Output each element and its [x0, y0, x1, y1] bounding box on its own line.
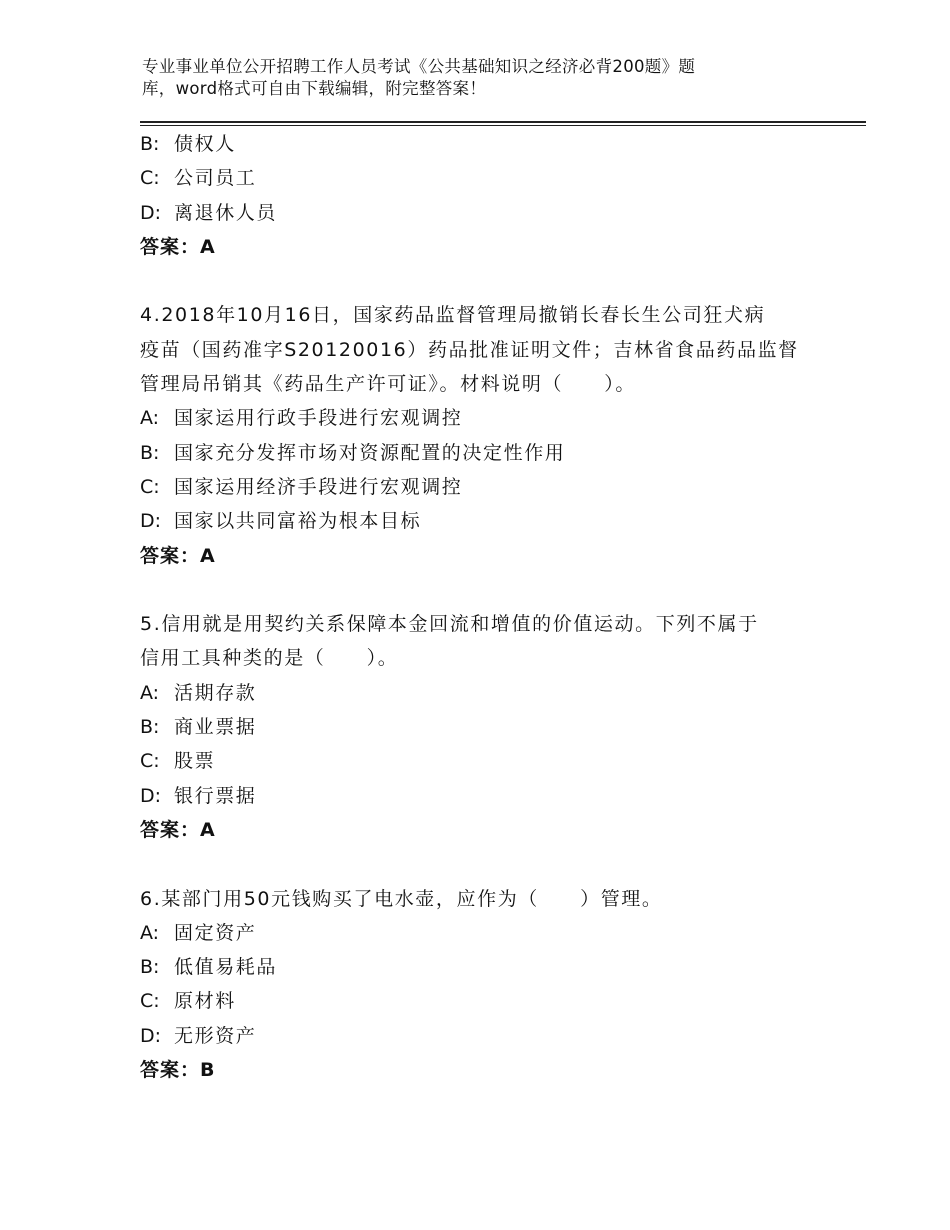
option-letter: D:	[140, 510, 162, 533]
option-b	[140, 127, 866, 161]
option-letter: A:	[140, 407, 160, 430]
spacer	[140, 573, 866, 607]
header-rule-thin	[140, 125, 866, 126]
option-text: 活期存款	[174, 681, 257, 704]
option-c	[140, 984, 866, 1018]
option-c	[140, 744, 866, 778]
option-a	[140, 916, 866, 950]
option-text: 商业票据	[174, 716, 257, 739]
option-text: 国家运用行政手段进行宏观调控	[174, 407, 463, 430]
spacer	[140, 264, 866, 298]
option-letter: B:	[140, 441, 160, 464]
answer-label: 答案：A	[140, 235, 216, 258]
option-a	[140, 676, 866, 710]
option-text: 国家以共同富裕为根本目标	[174, 510, 422, 533]
option-d	[140, 196, 866, 230]
question-content	[140, 127, 866, 1087]
option-letter: B:	[140, 956, 160, 979]
option-letter: C:	[140, 750, 160, 773]
question-text-line: 5.信用就是用契约关系保障本金回流和增值的价值运动。下列不属于	[140, 613, 759, 636]
option-c	[140, 161, 866, 195]
option-b	[140, 950, 866, 984]
option-letter: D:	[140, 1024, 162, 1047]
option-b	[140, 710, 866, 744]
question-5-block	[140, 607, 866, 847]
option-letter: A:	[140, 921, 160, 944]
option-text: 国家充分发挥市场对资源配置的决定性作用	[174, 441, 566, 464]
option-text: 公司员工	[174, 167, 257, 190]
answer-label: 答案：A	[140, 544, 216, 567]
header-title-line-1: 专业事业单位公开招聘工作人员考试《公共基础知识之经济必背200题》题	[142, 57, 696, 76]
option-d	[140, 504, 866, 538]
option-text: 股票	[174, 750, 216, 773]
question-text-line: 疫苗（国药准字S20120016）药品批准证明文件；吉林省食品药品监督	[140, 338, 799, 361]
answer-label: 答案：B	[140, 1059, 216, 1082]
option-d	[140, 1019, 866, 1053]
option-letter: C:	[140, 990, 160, 1013]
option-a	[140, 401, 866, 435]
option-text: 固定资产	[174, 921, 257, 944]
question-6-block	[140, 882, 866, 1088]
question-3-block	[140, 127, 866, 264]
option-text: 原材料	[174, 990, 236, 1013]
page-header	[142, 56, 802, 100]
option-letter: C:	[140, 475, 160, 498]
option-text: 离退休人员	[174, 201, 278, 224]
question-4-block	[140, 298, 866, 572]
option-letter: B:	[140, 716, 160, 739]
question-text-line: 6.某部门用50元钱购买了电水壶，应作为（ ）管理。	[140, 887, 663, 910]
question-text-line: 管理局吊销其《药品生产许可证》。材料说明（ ）。	[140, 373, 637, 396]
option-text: 债权人	[174, 133, 236, 155]
option-text: 国家运用经济手段进行宏观调控	[174, 475, 463, 498]
question-text-line: 4.2018年10月16日，国家药品监督管理局撤销长春长生公司狂犬病	[140, 304, 766, 327]
header-rule-thick	[140, 121, 866, 123]
option-d	[140, 779, 866, 813]
question-text-line: 信用工具种类的是（ ）。	[140, 647, 399, 670]
option-letter: C:	[140, 167, 160, 190]
option-b	[140, 436, 866, 470]
answer-label: 答案：A	[140, 818, 216, 841]
option-text: 银行票据	[174, 784, 257, 807]
option-letter: A:	[140, 681, 160, 704]
header-title-line-2: 库，word格式可自由下载编辑，附完整答案！	[142, 79, 487, 98]
option-letter: D:	[140, 784, 162, 807]
spacer	[140, 847, 866, 881]
option-letter: B:	[140, 133, 160, 155]
option-text: 无形资产	[174, 1024, 257, 1047]
option-letter: D:	[140, 201, 162, 224]
option-c	[140, 470, 866, 504]
option-text: 低值易耗品	[174, 956, 278, 979]
